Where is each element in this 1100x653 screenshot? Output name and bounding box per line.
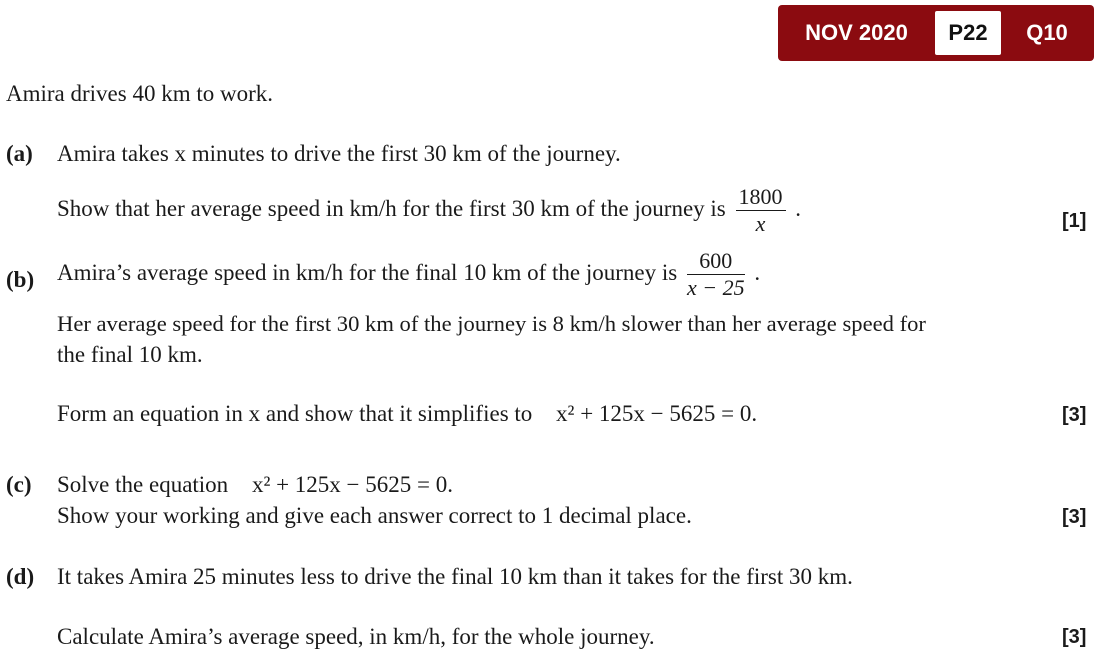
part-b-line3: the final 10 km. (57, 342, 203, 367)
part-a-line2 (57, 186, 801, 235)
part-b-line1-text: Amira’s average speed in km/h for the final 10 km of the journey is (57, 259, 678, 285)
paper-number-label: P22 (935, 11, 1001, 55)
part-b-fraction-numerator: 600 (687, 250, 745, 275)
part-c-line1-text: Solve the equation (57, 472, 229, 497)
part-a-line1: Amira takes x minutes to drive the first 30 km of the journey. (57, 141, 621, 166)
part-c-label: (c) (6, 472, 32, 497)
part-c-line1 (57, 473, 453, 496)
part-a-fraction-denominator-var: x (755, 211, 766, 236)
part-b-fraction-denominator-expr: x − 25 (686, 275, 745, 300)
part-a-fraction-denominator (736, 211, 786, 235)
part-b-fraction-denominator (687, 275, 745, 299)
part-a-label: (a) (6, 141, 33, 166)
part-b-label: (b) (6, 267, 35, 292)
part-b-line4-text: Form an equation in x and show that it simplifies to (57, 401, 533, 426)
part-b-fraction (687, 250, 745, 299)
intro-text: Amira drives 40 km to work. (6, 81, 274, 106)
part-c-equation: x² + 125x − 5625 = 0. (251, 472, 453, 497)
question-number-label: Q10 (1026, 20, 1068, 45)
part-a-line2-end: . (795, 195, 802, 221)
part-c-line2: Show your working and give each answer correct to 1 decimal place. (57, 503, 692, 528)
part-b-line4 (57, 402, 757, 425)
part-b-marks: [3] (1062, 404, 1087, 426)
part-b-line1-end: . (754, 259, 761, 285)
question-reference-badge (778, 5, 1094, 61)
part-b-line1 (57, 250, 760, 299)
part-d-marks: [3] (1062, 626, 1087, 648)
part-d-line2: Calculate Amira’s average speed, in km/h, for the whole journey. (57, 624, 655, 649)
part-d-line1: It takes Amira 25 minutes less to drive the final 10 km than it takes for the first 30 km. (57, 564, 853, 589)
part-a-fraction-numerator: 1800 (736, 186, 786, 211)
exam-session-label: NOV 2020 (805, 20, 908, 45)
part-a-fraction (736, 186, 786, 235)
part-c-marks: [3] (1062, 506, 1087, 528)
part-b-equation: x² + 125x − 5625 = 0. (556, 401, 758, 426)
part-a-line2-text: Show that her average speed in km/h for the first 30 km of the journey is (57, 195, 726, 221)
part-b-line2: Her average speed for the first 30 km of the journey is 8 km/h slower than her average speed for (57, 311, 926, 336)
part-a-marks: [1] (1062, 210, 1087, 232)
part-d-label: (d) (6, 564, 35, 589)
